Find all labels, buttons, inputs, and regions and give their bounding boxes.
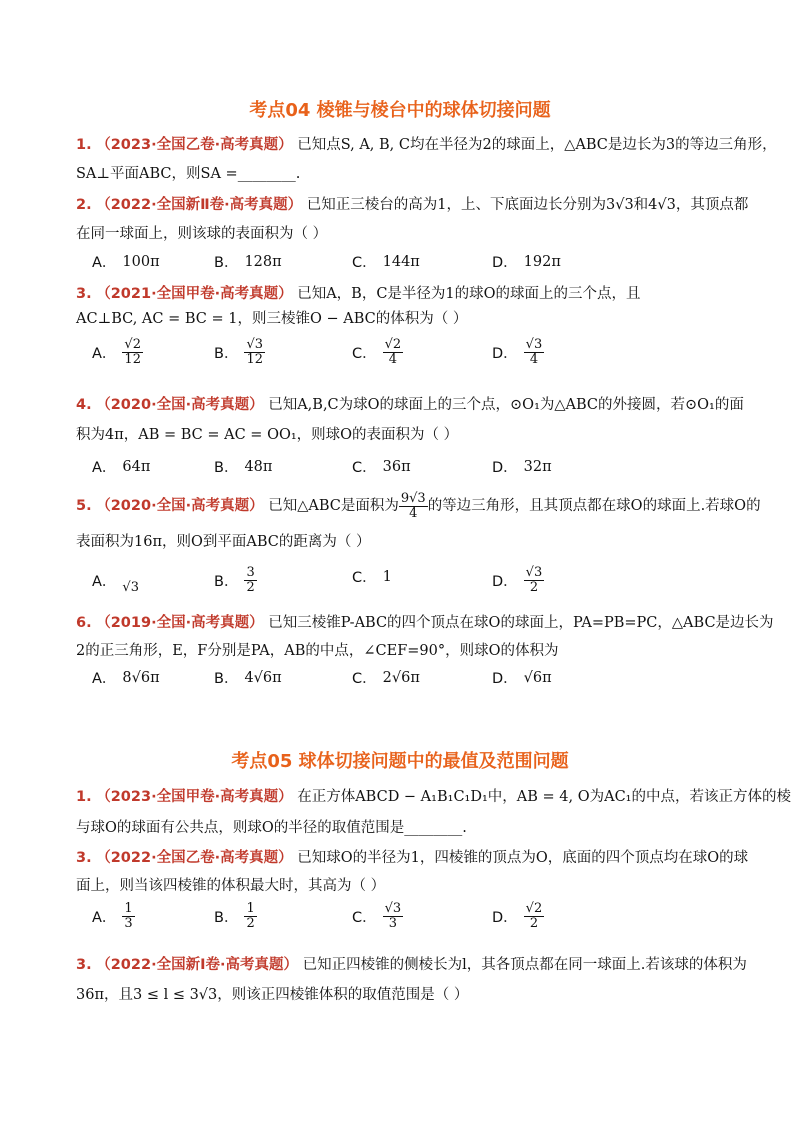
question-number: 3. xyxy=(76,850,92,866)
option-b[interactable]: B． $\frac{√3}{12}$ xyxy=(214,337,264,367)
option-d[interactable]: D． 192π xyxy=(492,253,561,271)
option-d[interactable]: D． $\frac{√3}{2}$ xyxy=(492,565,543,595)
option-c[interactable]: C． 2√6π xyxy=(352,669,420,687)
question-4-line-2: 积为4π，AB = BC = AC = OO₁，则球O的表面积为（ ） xyxy=(76,427,459,443)
question-8-options xyxy=(92,902,712,942)
option-c[interactable]: C． $\frac{√3}{3}$ xyxy=(352,901,402,931)
question-5-line-2: 表面积为16π，则O到平面ABC的距离为（ ） xyxy=(76,534,371,550)
fraction: $\frac{√3}{4}$ xyxy=(525,337,543,367)
question-6-options xyxy=(92,667,712,707)
question-text: 在正方体ABCD − A₁B₁C₁D₁中，AB = 4, O为AC₁的中点，若该正方体的棱 xyxy=(297,789,791,805)
option-d[interactable]: D． $\frac{√3}{4}$ xyxy=(492,337,543,367)
question-6-line-1 xyxy=(76,611,774,632)
option-b[interactable]: B． 48π xyxy=(214,458,273,476)
question-number: 2. xyxy=(76,197,92,213)
question-text: 已知正四棱锥的侧棱长为l，其各顶点都在同一球面上.若该球的体积为 xyxy=(302,957,747,973)
option-b[interactable]: B． $\frac{1}{2}$ xyxy=(214,901,255,931)
fraction: $\frac{√2}{12}$ xyxy=(124,337,141,367)
question-text: 已知A，B，C是半径为1的球O的球面上的三个点，且 xyxy=(297,286,641,302)
option-c[interactable]: C． 144π xyxy=(352,253,420,271)
fraction: $\frac{√3}{2}$ xyxy=(525,565,543,595)
question-source: （2023·全国乙卷·高考真题） xyxy=(96,137,293,153)
question-7-line-2: 与球O的球面有公共点，则球O的半径的取值范围是________. xyxy=(76,820,467,836)
question-9-line-2: 36π，且3 ≤ l ≤ 3√3，则该正四棱锥体积的取值范围是（ ） xyxy=(76,987,469,1003)
question-6-line-2: 2的正三角形，E，F分别是PA，AB的中点，∠CEF=90°，则球O的体积为 xyxy=(76,643,559,659)
question-3-line-2: AC⊥BC, AC = BC = 1，则三棱锥O − ABC的体积为（ ） xyxy=(76,311,468,327)
option-a[interactable]: A． $\frac{1}{3}$ xyxy=(92,901,133,931)
fraction: $\frac{1}{3}$ xyxy=(124,901,133,931)
option-a[interactable]: A． $\frac{√2}{12}$ xyxy=(92,337,141,367)
question-2-line-1 xyxy=(76,193,748,214)
fraction: $\frac{1}{2}$ xyxy=(246,901,255,931)
fraction: $\frac{9√3}{4}$ xyxy=(400,491,426,521)
question-source: （2022·全国新Ⅱ卷·高考真题） xyxy=(96,197,303,213)
fraction: $\frac{√3}{3}$ xyxy=(384,901,402,931)
option-c[interactable]: C． 36π xyxy=(352,458,411,476)
option-d[interactable]: D． 32π xyxy=(492,458,552,476)
question-source: （2022·全国新Ⅰ卷·高考真题） xyxy=(96,957,298,973)
question-4-options xyxy=(92,456,712,496)
question-8-line-2: 面上，则当该四棱锥的体积最大时，其高为（ ） xyxy=(76,878,386,894)
question-number: 3. xyxy=(76,957,92,973)
option-a[interactable]: A． 64π xyxy=(92,458,151,476)
question-source: （2022·全国乙卷·高考真题） xyxy=(96,850,293,866)
option-b[interactable]: B． $\frac{3}{2}$ xyxy=(214,565,255,595)
fraction: $\frac{3}{2}$ xyxy=(246,565,255,595)
question-9-line-1 xyxy=(76,953,747,974)
option-a[interactable]: A． 100π xyxy=(92,253,160,271)
option-c[interactable]: C． 1 xyxy=(352,568,392,586)
question-text: 已知球O的半径为1，四棱锥的顶点为O，底面的四个顶点均在球O的球 xyxy=(297,850,749,866)
question-source: （2020·全国·高考真题） xyxy=(96,397,264,413)
option-a[interactable]: A． 8√6π xyxy=(92,669,160,687)
question-text: 已知正三棱台的高为1，上、下底面边长分别为3√3和4√3，其顶点都 xyxy=(306,197,749,213)
option-a[interactable]: A． √3 xyxy=(92,574,139,595)
question-source: （2021·全国甲卷·高考真题） xyxy=(96,286,293,302)
fraction: $\frac{√3}{12}$ xyxy=(246,337,264,367)
question-3-options xyxy=(92,338,712,378)
question-number: 6. xyxy=(76,615,92,631)
question-5-options xyxy=(92,566,712,606)
fraction: $\frac{√2}{4}$ xyxy=(384,337,402,367)
question-source: （2023·全国甲卷·高考真题） xyxy=(96,789,293,805)
question-4-line-1 xyxy=(76,393,744,414)
question-number: 4. xyxy=(76,397,92,413)
question-text: 的等边三角形，且其顶点都在球O的球面上.若球O的 xyxy=(427,498,761,515)
option-c[interactable]: C． $\frac{√2}{4}$ xyxy=(352,337,402,367)
question-8-line-1 xyxy=(76,846,748,867)
question-3-line-1 xyxy=(76,282,641,303)
option-b[interactable]: B． 128π xyxy=(214,253,282,271)
question-number: 1. xyxy=(76,789,92,805)
section-title-2: 考点05 球体切接问题中的最值及范围问题 xyxy=(231,751,569,772)
question-source: （2019·全国·高考真题） xyxy=(96,615,264,631)
question-7-line-1 xyxy=(76,785,791,806)
question-number: 3. xyxy=(76,286,92,302)
question-text: 已知△ABC是面积为 xyxy=(268,498,399,515)
fraction: $\frac{√2}{2}$ xyxy=(525,901,543,931)
question-2-line-2: 在同一球面上，则该球的表面积为（ ） xyxy=(76,226,328,242)
question-text: 已知三棱锥P-ABC的四个顶点在球O的球面上，PA=PB=PC，△ABC是边长为 xyxy=(268,615,774,631)
question-text: 已知点S, A, B, C均在半径为2的球面上，△ABC是边长为3的等边三角形， xyxy=(297,137,777,153)
option-d[interactable]: D． $\frac{√2}{2}$ xyxy=(492,901,543,931)
section-title-1: 考点04 棱锥与棱台中的球体切接问题 xyxy=(249,100,551,121)
question-number: 1. xyxy=(76,137,92,153)
option-b[interactable]: B． 4√6π xyxy=(214,669,282,687)
question-source: （2020·全国·高考真题） xyxy=(96,498,264,515)
question-number: 5. xyxy=(76,498,92,515)
question-1-line-2: SA⊥平面ABC，则SA =________. xyxy=(76,166,301,182)
question-5-line-1 xyxy=(76,492,761,520)
question-1-line-1 xyxy=(76,133,777,154)
option-d[interactable]: D． √6π xyxy=(492,669,552,687)
question-text: 已知A,B,C为球O的球面上的三个点，⊙O₁为△ABC的外接圆，若⊙O₁的面 xyxy=(268,397,744,413)
